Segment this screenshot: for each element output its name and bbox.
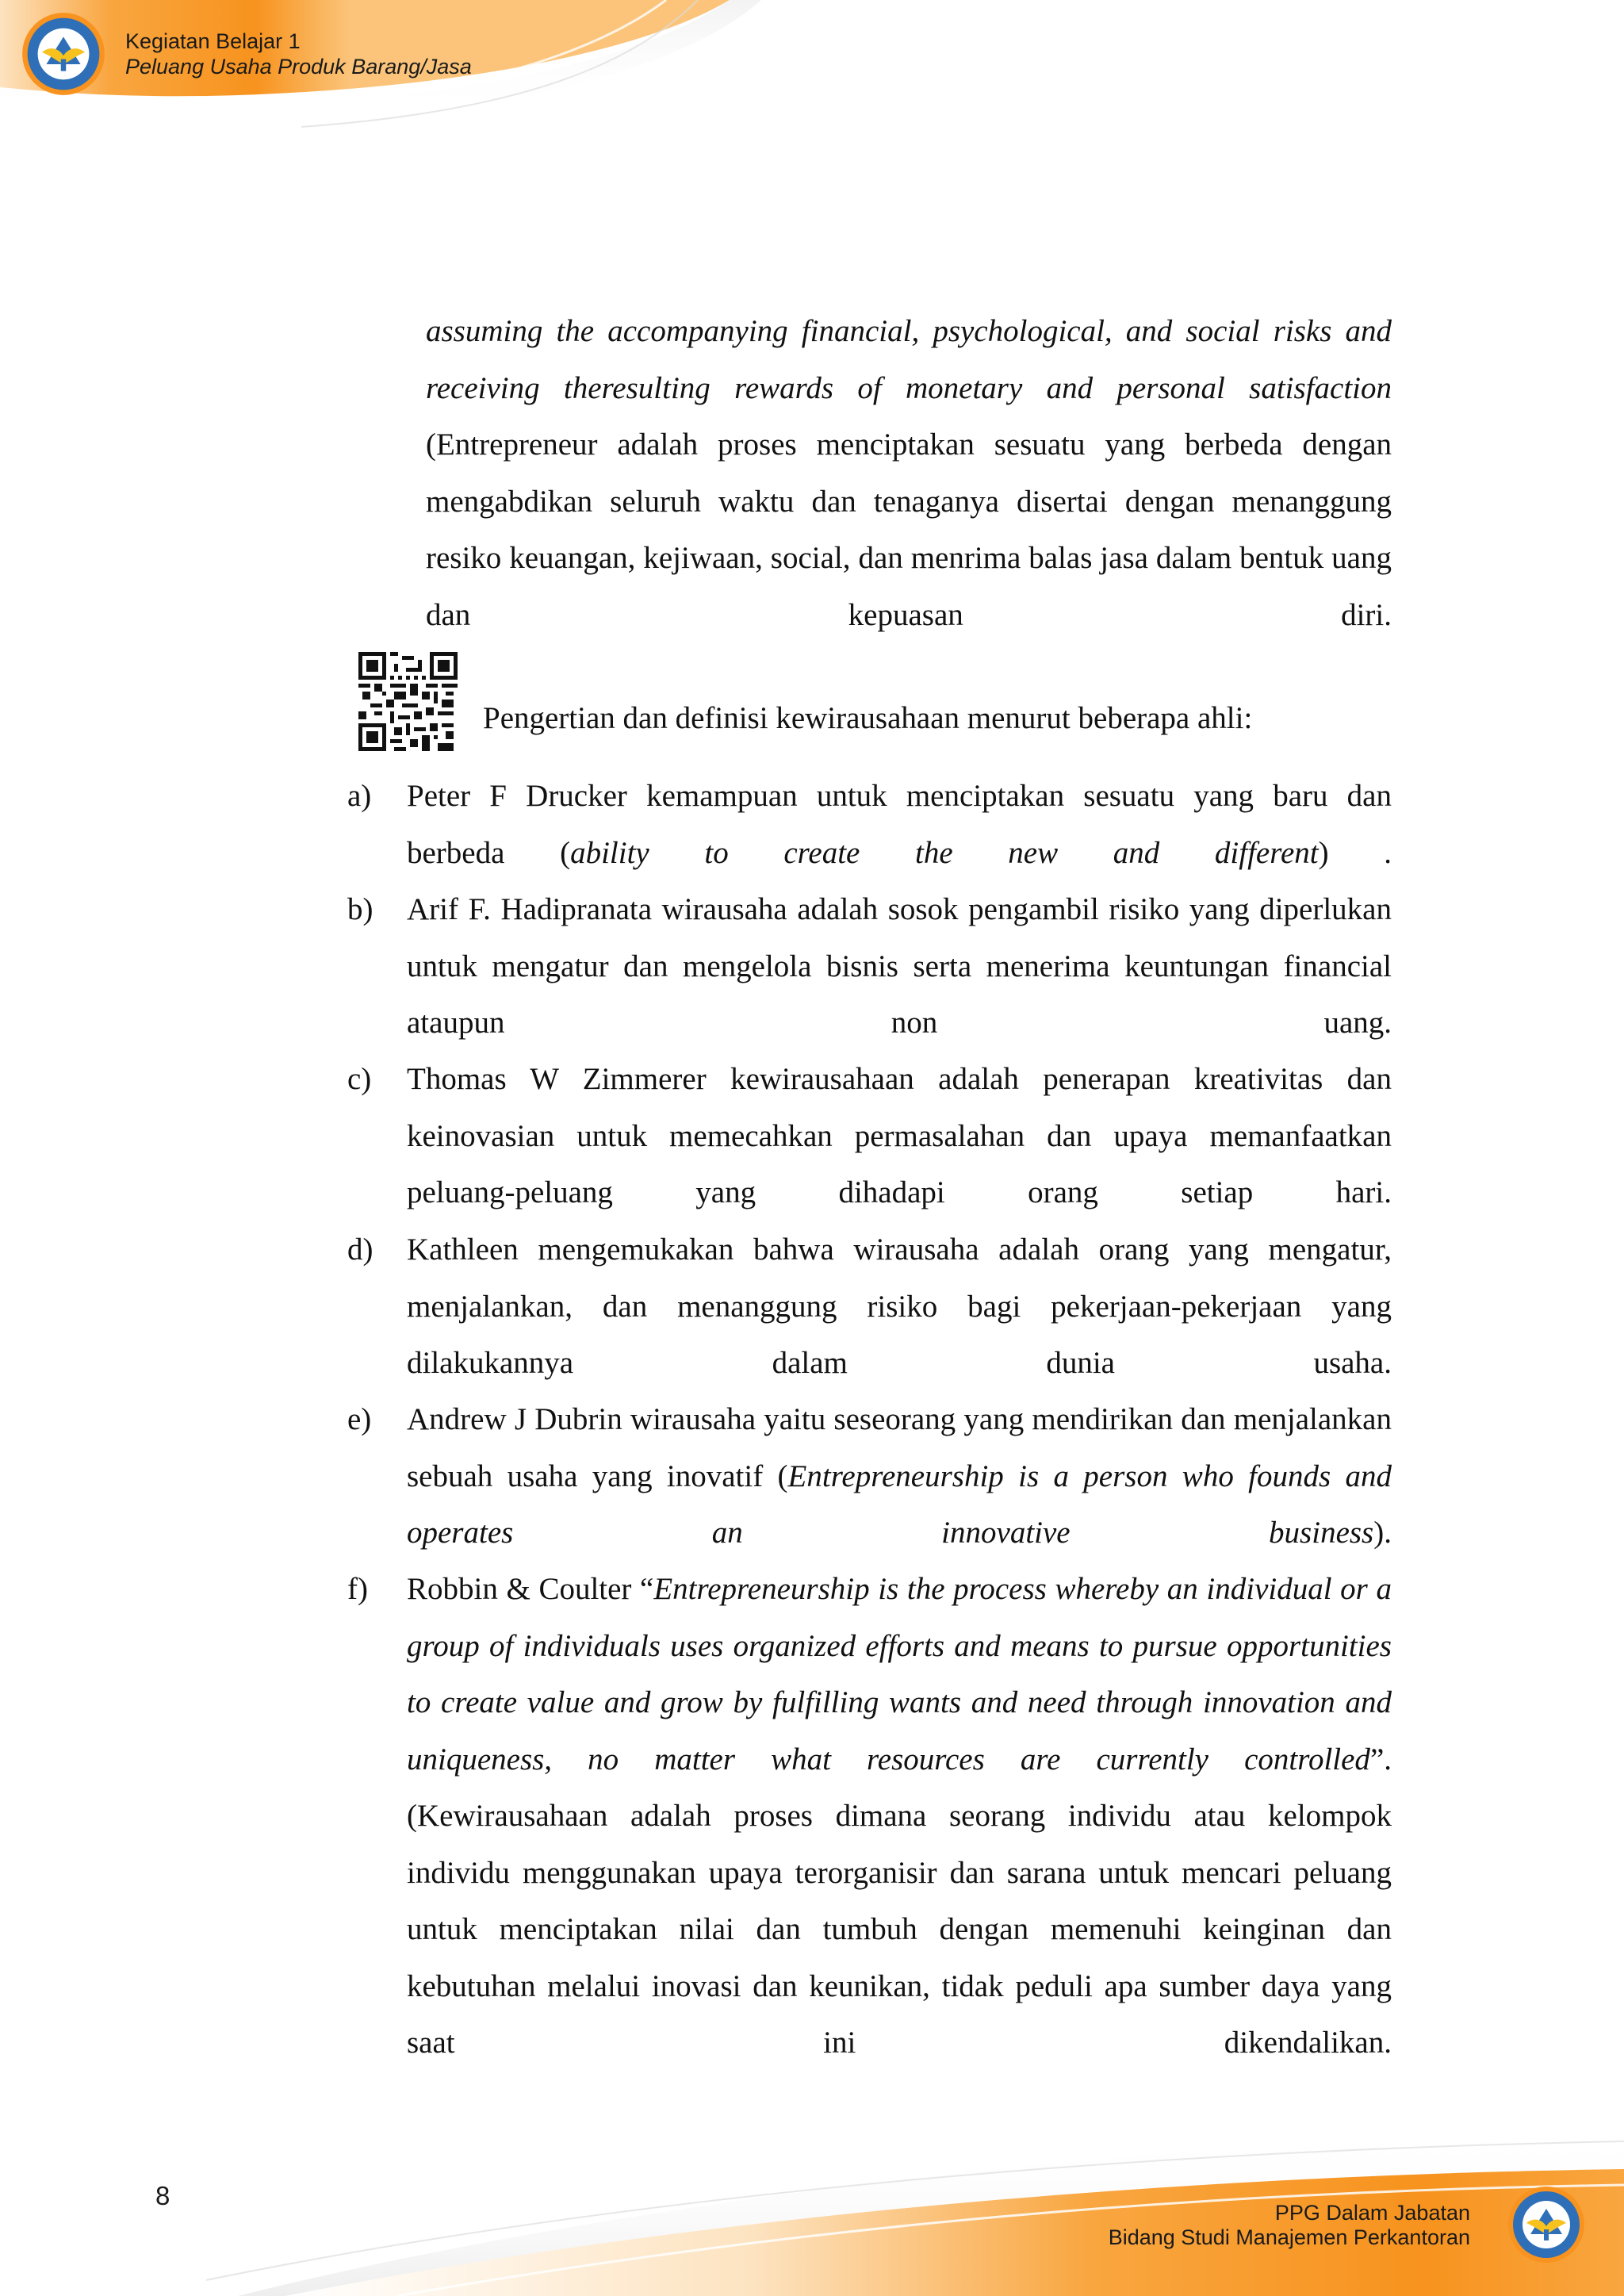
quote-paragraph [426, 303, 1392, 700]
qr-code-icon [358, 652, 458, 751]
item-text-part: Robbin & Coulter “ [407, 1572, 654, 1606]
list-item-text: Arif F. Hadipranata wirausaha adalah sosok pengambil risiko yang diperlukan untuk mengatur dan mengelola bisnis serta menerima keuntungan financial ataupun non uang. [407, 892, 1392, 1040]
quote-italic: assuming the accompanying financial, psychological, and social risks and receiving theresulting rewards of monetary and personal satisfaction [426, 314, 1392, 405]
footer-line-2: Bidang Studi Manajemen Perkantoran [1108, 2225, 1470, 2249]
list-item-label: f) [347, 1572, 368, 1606]
quote-translation: (Entrepreneur adalah proses menciptakan sesuatu yang berbeda dengan mengabdikan seluruh waktu dan tenaganya disertai dengan menanggung resiko keuangan, kejiwaan, social, dan menrima balas jasa dalam bentuk uang dan kepuasan diri. [426, 427, 1392, 632]
tut-wuri-handayani-logo-icon [21, 11, 106, 97]
item-text-part: Peter F Drucker kemampuan untuk menciptakan sesuatu yang baru dan berbeda ( [407, 779, 1392, 870]
item-italic-part: ability to create the new and different [570, 835, 1319, 870]
header-decoration [0, 0, 1624, 167]
list-item-text: Thomas W Zimmerer kewirausahaan adalah penerapan kreativitas dan keinovasian untuk memecahkan permasalahan dan upaya memanfaatkan peluang-peluang yang dihadapi orang setiap hari. [407, 1062, 1392, 1209]
page-number: 8 [155, 2181, 170, 2210]
header-title: Kegiatan Belajar 1 [125, 29, 301, 53]
list-item-label: a) [347, 779, 372, 813]
item-italic-part: Entrepreneurship is the process whereby an individual or a group of individuals uses organized efforts and means to pursue opportunities to create value and grow by fulfilling wants and need through innovation and uniqueness, no matter what resources are currently controlled [407, 1572, 1392, 1777]
list-item-label: b) [347, 892, 373, 926]
item-text-part: ). [1373, 1516, 1392, 1550]
list-item-label: d) [347, 1232, 373, 1267]
list-item-text [407, 1561, 1392, 2128]
item-text-part: Andrew J Dubrin wirausaha yaitu seseorang yang mendirikan dan menjalankan sebuah usaha yang inovatif ( [407, 1402, 1392, 1493]
item-text-part: ”. (Kewirausahaan adalah proses dimana seorang individu atau kelompok individu menggunakan upaya terorganisir dan sarana untuk mencari peluang untuk menciptakan nilai dan tumbuh dengan memenuhi keinginan dan kebutuhan melalui inovasi dan keunikan, tidak peduli apa sumber daya yang saat ini dikendalikan. [407, 1742, 1392, 2060]
tut-wuri-handayani-logo-icon [1507, 2185, 1586, 2264]
header-subtitle: Peluang Usaha Produk Barang/Jasa [125, 55, 472, 79]
item-text-part: ) . [1318, 835, 1392, 870]
item-italic-part: Entrepreneurship is a person who founds and operates an innovative business [407, 1458, 1392, 1550]
list-item-text: Kathleen mengemukakan bahwa wirausaha adalah orang yang mengatur, menjalankan, dan menanggung risiko bagi pekerjaan-pekerjaan yang dilakukannya dalam dunia usaha. [407, 1232, 1392, 1380]
footer-decoration [0, 2098, 1624, 2296]
list-item-label: c) [347, 1062, 372, 1096]
footer-line-1: PPG Dalam Jabatan [1274, 2201, 1470, 2225]
list-item-label: e) [347, 1402, 372, 1436]
definitions-intro: Pengertian dan definisi kewirausahaan menurut beberapa ahli: [483, 701, 1253, 735]
